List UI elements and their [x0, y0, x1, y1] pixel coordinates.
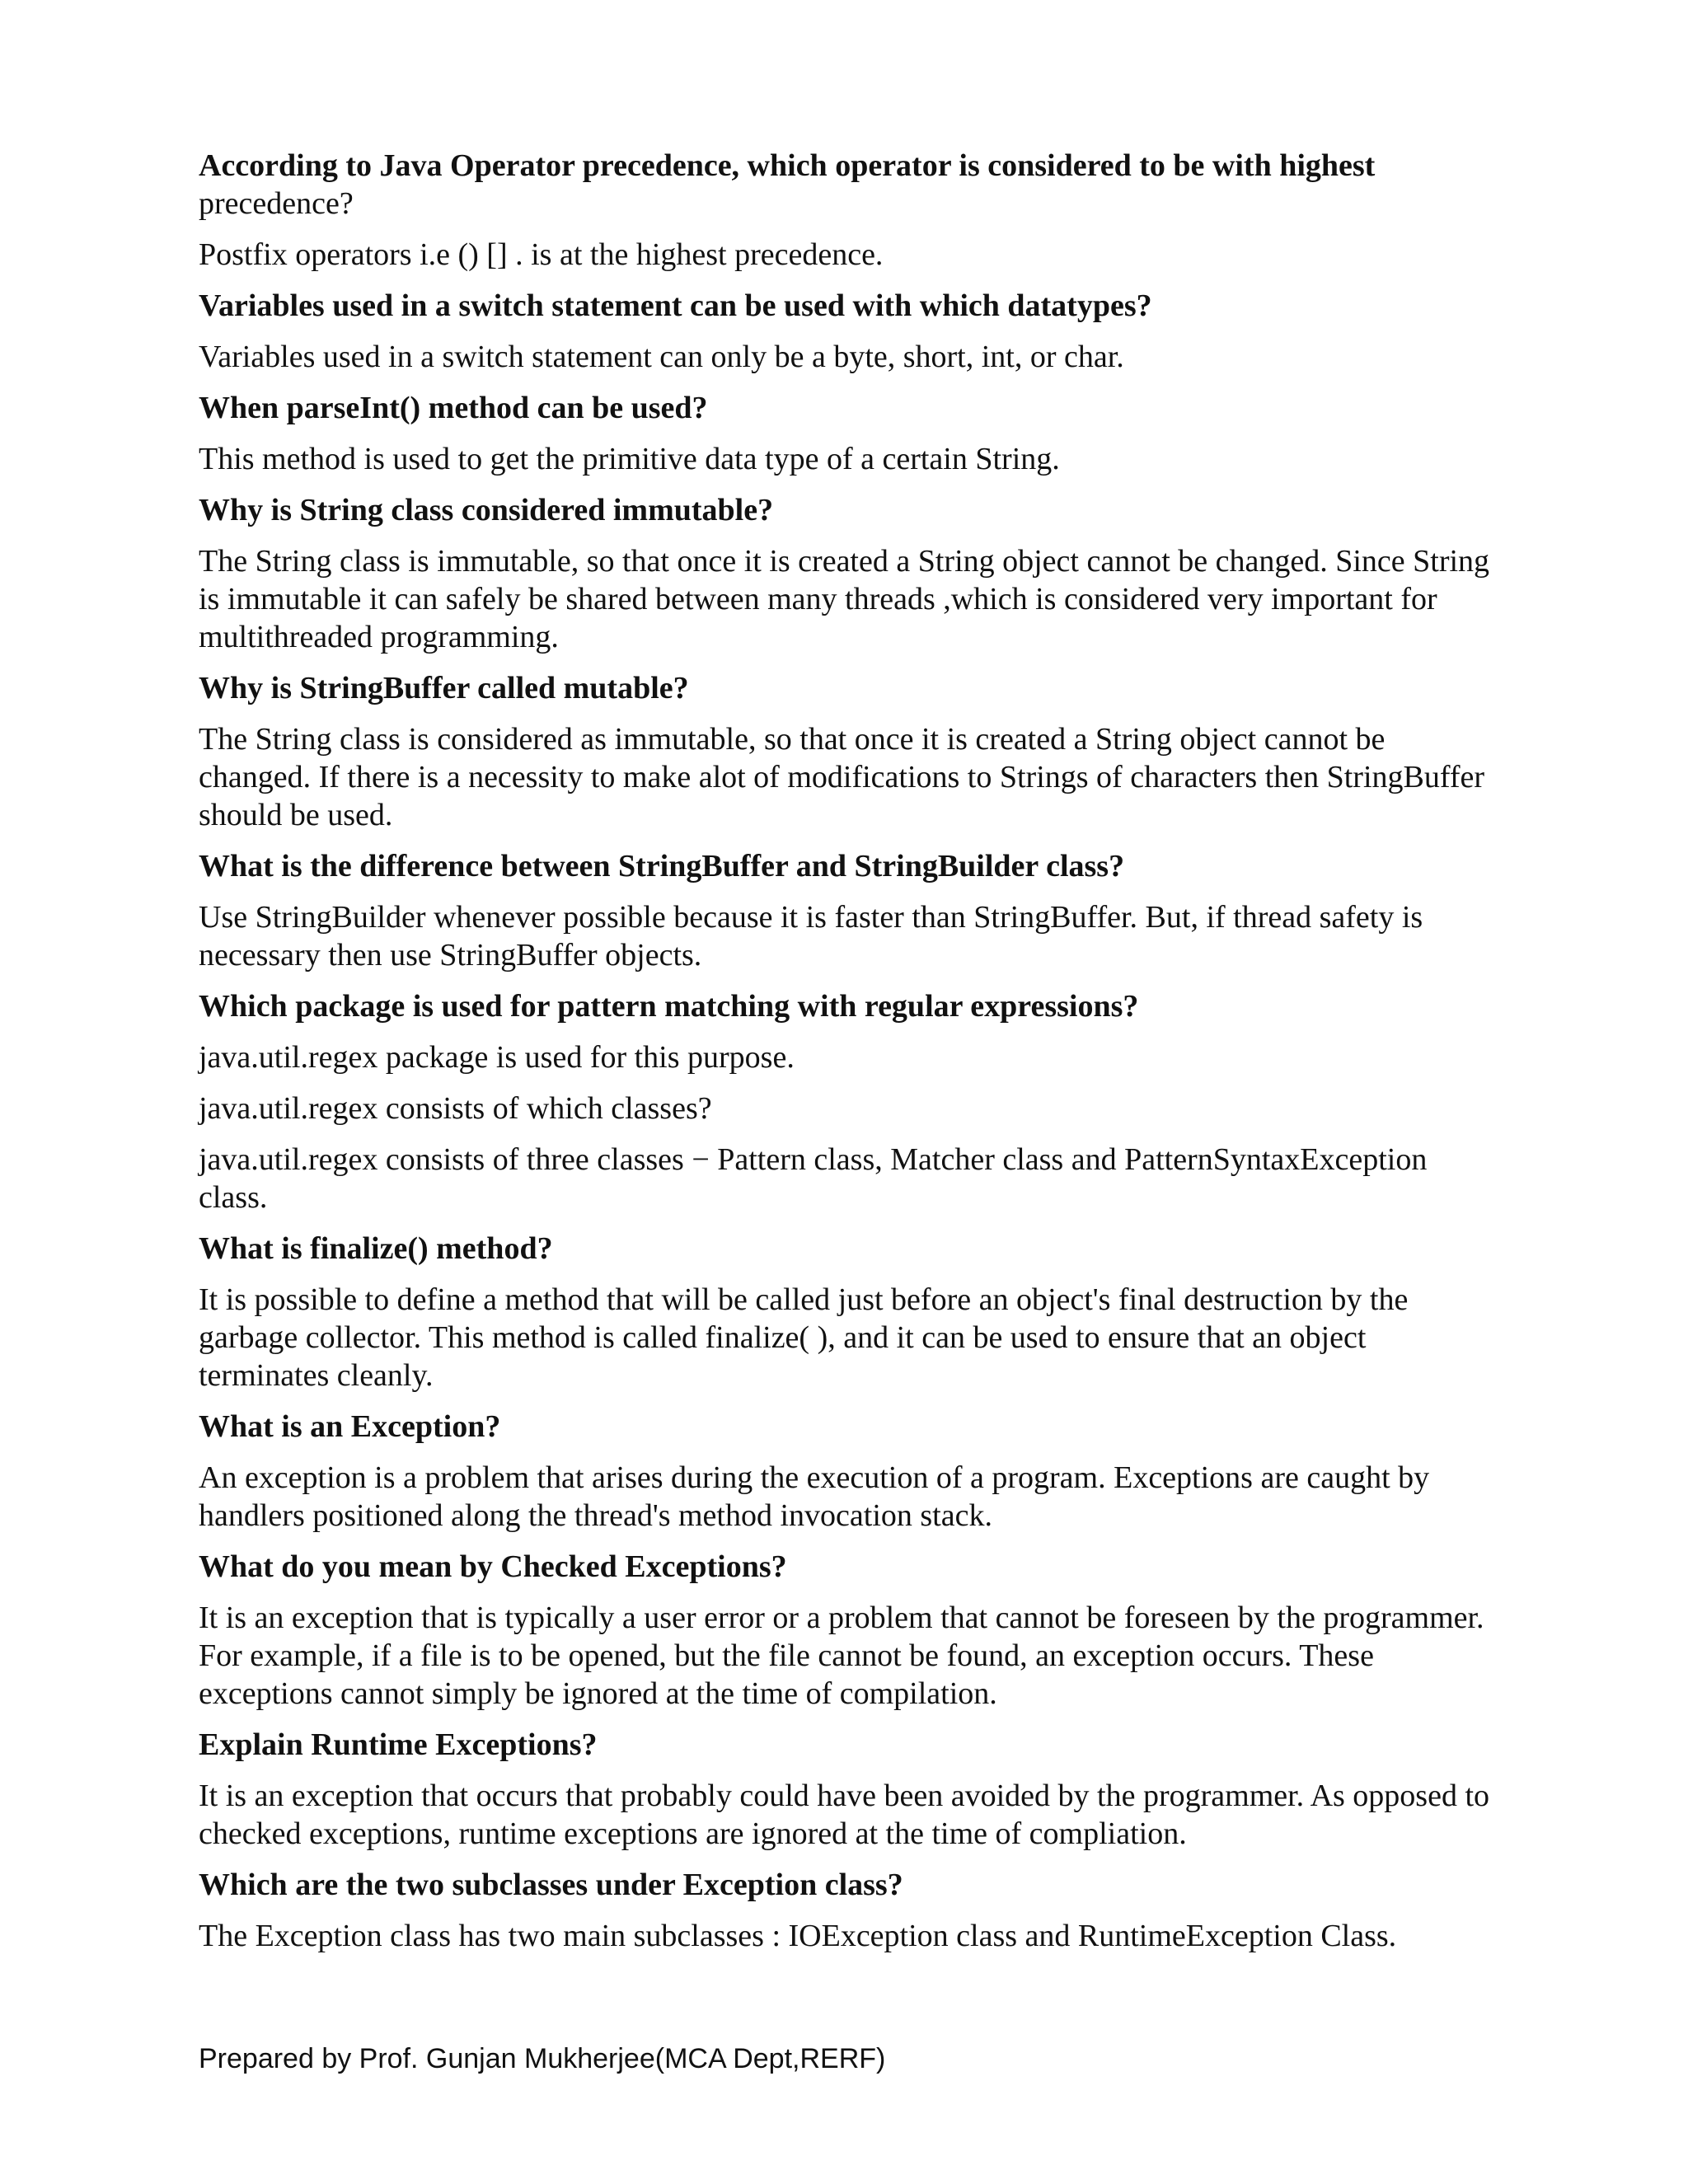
answer: java.util.regex consists of three classes − Pattern class, Matcher class and PatternSyntaxException class.: [199, 1142, 1428, 1215]
qa-item: [199, 491, 1493, 656]
page-footer: Prepared by Prof. Gunjan Mukherjee(MCA Dept,RERF): [199, 2043, 886, 2074]
question: Which are the two subclasses under Exception class?: [199, 1868, 903, 1902]
answer: The String class is considered as immutable, so that once it is created a String object cannot be changed. If there is a necessity to make alot of modifications to Strings of characters then StringBuffer should be used.: [199, 722, 1485, 832]
question: What is the difference between StringBuffer and StringBuilder class?: [199, 849, 1125, 883]
qa-item: [199, 1408, 1493, 1535]
question-continuation: precedence?: [199, 186, 354, 221]
question: Which package is used for pattern matching with regular expressions?: [199, 989, 1139, 1024]
question: Why is String class considered immutable?: [199, 493, 774, 527]
question: [199, 147, 1493, 223]
question: Variables used in a switch statement can be used with which datatypes?: [199, 288, 1152, 323]
question: What is finalize() method?: [199, 1231, 553, 1266]
qa-item: [199, 287, 1493, 376]
answer: The String class is immutable, so that once it is created a String object cannot be changed. Since String is immutable it can safely be shared between many threads ,which is considered very important for multithreaded programming.: [199, 544, 1490, 654]
answer: The Exception class has two main subclasses : IOException class and RuntimeException Class.: [199, 1919, 1397, 1953]
answer: java.util.regex package is used for this purpose.: [199, 1040, 795, 1075]
question-text: According to Java Operator precedence, which operator is considered to be with highest: [199, 148, 1376, 183]
qa-item: [199, 389, 1493, 478]
qa-content: [199, 147, 1493, 1955]
answer: It is an exception that is typically a user error or a problem that cannot be foreseen by the programmer. For example, if a file is to be opened, but the file cannot be found, an exception occurs. These exceptions cannot simply be ignored at the time of compilation.: [199, 1601, 1484, 1711]
answer: This method is used to get the primitive data type of a certain String.: [199, 442, 1060, 476]
qa-item: [199, 147, 1493, 274]
qa-item: [199, 669, 1493, 834]
question: Explain Runtime Exceptions?: [199, 1727, 598, 1762]
qa-item: [199, 847, 1493, 974]
qa-item: [199, 1548, 1493, 1713]
qa-item: [199, 1230, 1493, 1394]
answer: Postfix operators i.e () [] . is at the highest precedence.: [199, 237, 884, 272]
question: What do you mean by Checked Exceptions?: [199, 1549, 787, 1584]
qa-item: [199, 987, 1493, 1216]
answer: Use StringBuilder whenever possible because it is faster than StringBuffer. But, if thread safety is necessary then use StringBuffer objects.: [199, 900, 1423, 972]
qa-item: [199, 1866, 1493, 1955]
question: What is an Exception?: [199, 1409, 501, 1444]
question: When parseInt() method can be used?: [199, 391, 708, 425]
question: Why is StringBuffer called mutable?: [199, 671, 689, 705]
answer: An exception is a problem that arises during the execution of a program. Exceptions are caught by handlers positioned along the thread's method invocation stack.: [199, 1460, 1430, 1533]
answer-subquestion: java.util.regex consists of which classes?: [199, 1091, 712, 1126]
qa-item: [199, 1726, 1493, 1853]
answer: It is an exception that occurs that probably could have been avoided by the programmer. As opposed to checked exceptions, runtime exceptions are ignored at the time of compliation.: [199, 1779, 1490, 1851]
answer: Variables used in a switch statement can only be a byte, short, int, or char.: [199, 340, 1124, 374]
answer: It is possible to define a method that will be called just before an object's final destruction by the garbage collector. This method is called finalize( ), and it can be used to ensure that an object terminates cleanly.: [199, 1282, 1409, 1393]
